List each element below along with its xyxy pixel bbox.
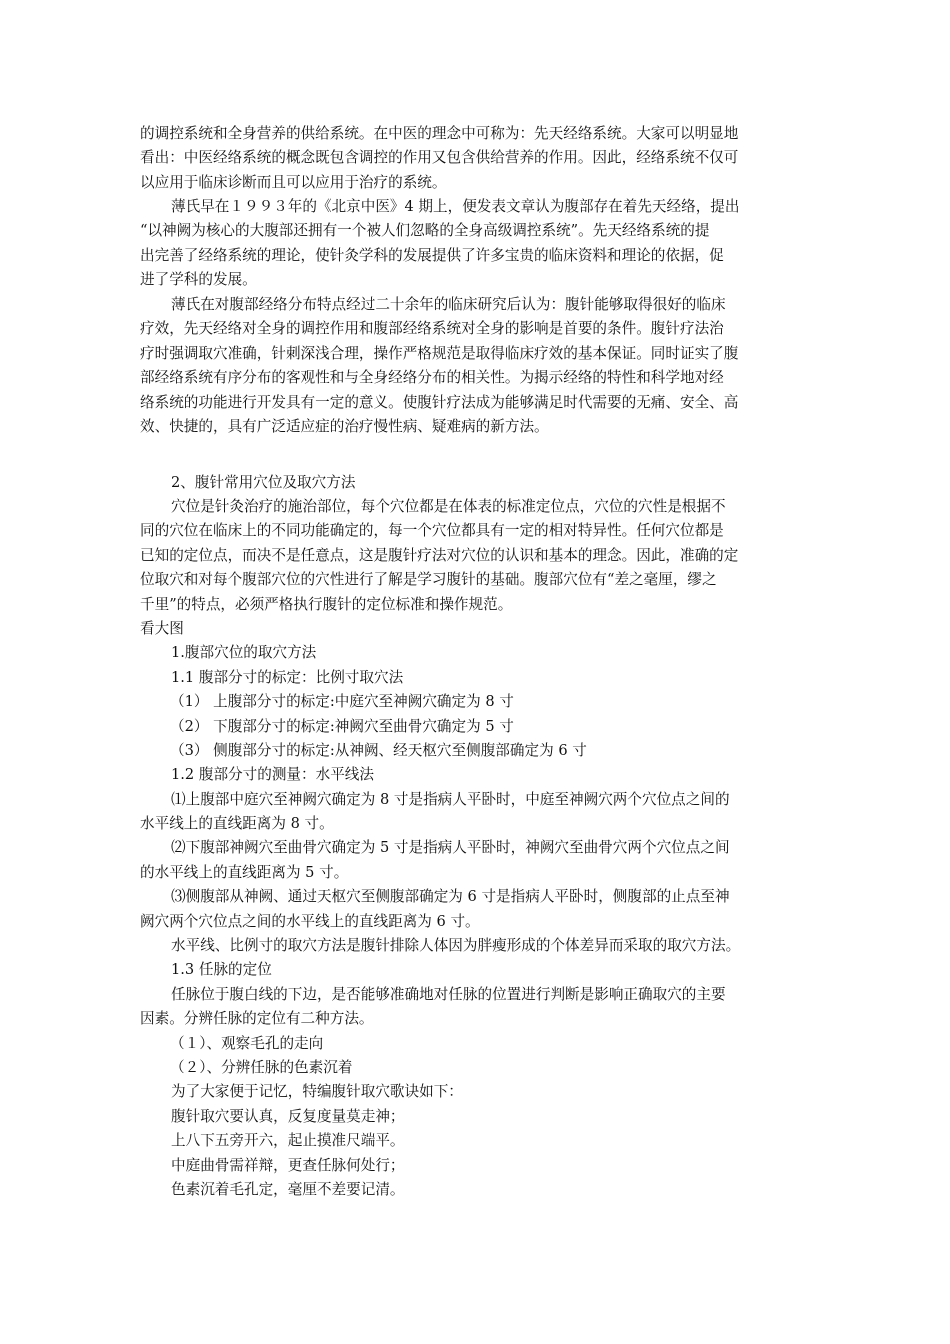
text-line: 薄氏早在１９９３年的《北京中医》4 期上，便发表文章认为腹部存在着先天经络，提出 bbox=[171, 198, 740, 215]
text-line: 络系统的功能进行开发具有一定的意义。使腹针疗法成为能够满足时代需要的无痛、安全、高 bbox=[140, 393, 739, 411]
text-line: 的调控系统和全身营养的供给系统。在中医的理念中可称为：先天经络系统。大家可以明显地 bbox=[140, 125, 739, 142]
section-heading: 2、腹针常用穴位及取穴方法 bbox=[171, 474, 356, 491]
intro-paragraph bbox=[140, 122, 826, 195]
mnemonic-line: 中庭曲骨需祥辩，更查任脉何处行； bbox=[171, 1156, 405, 1174]
text-line: ⑴上腹部中庭穴至神阙穴确定为 8 寸是指病人平卧时，中庭至神阙穴两个穴位点之间的 bbox=[171, 790, 730, 808]
text-line: 以应用于临床诊断而且可以应用于治疗的系统。 bbox=[140, 173, 447, 191]
text-line: 位取穴和对每个腹部穴位的穴性进行了解是学习腹针的基础。腹部穴位有“差之毫厘，缪之 bbox=[140, 571, 717, 589]
text-line: 进了学科的发展。 bbox=[140, 271, 257, 289]
list-item: （２）、分辨任脉的色素沉着 bbox=[170, 1058, 353, 1076]
text-line: 水平线上的直线距离为 8 寸。 bbox=[140, 815, 334, 833]
subheading-1-3: 1.3 任脉的定位 bbox=[171, 961, 272, 979]
mnemonic-line: 色素沉着毛孔定，毫厘不差要记清。 bbox=[171, 1180, 405, 1198]
subheading-1: 1.腹部穴位的取穴方法 bbox=[171, 644, 317, 662]
list-item: （1） 上腹部分寸的标定:中庭穴至神阙穴确定为 8 寸 bbox=[170, 693, 514, 711]
text-line: 已知的定位点，而决不是任意点，这是腹针疗法对穴位的认识和基本的理念。因此，准确的定 bbox=[140, 546, 739, 564]
text-line: ⑶侧腹部从神阙、通过天枢穴至侧腹部确定为 6 寸是指病人平卧时，侧腹部的止点至神 bbox=[171, 888, 730, 906]
text-line: 疗效，先天经络对全身的调控作用和腹部经络系统对全身的影响是首要的条件。腹针疗法治 bbox=[140, 320, 724, 338]
text-line: 部经络系统有序分布的客观性和与全身经络分布的相关性。为揭示经络的特性和科学地对经 bbox=[140, 369, 724, 387]
text-line: 因素。分辨任脉的定位有二种方法。 bbox=[140, 1010, 374, 1028]
mnemonic-line: 腹针取穴要认真，反复度量莫走神； bbox=[171, 1107, 405, 1125]
mnemonic-intro: 为了大家便于记忆，特编腹针取穴歌诀如下： bbox=[171, 1083, 463, 1101]
paragraph-acupoints bbox=[140, 495, 826, 1202]
subheading-1-1: 1.1 腹部分寸的标定：比例寸取穴法 bbox=[171, 668, 404, 686]
text-line: 千里”的特点，必须严格执行腹针的定位标准和操作规范。 bbox=[140, 595, 513, 613]
text-line: 效、快捷的，具有广泛适应症的治疗慢性病、疑难病的新方法。 bbox=[140, 417, 549, 435]
text-line: 出完善了经络系统的理论，使针灸学科的发展提供了许多宝贵的临床资料和理论的依据，促 bbox=[140, 246, 724, 264]
paragraph-clinical-research bbox=[140, 293, 826, 439]
list-item: （3） 侧腹部分寸的标定:从神阙、经天枢穴至侧腹部确定为 6 寸 bbox=[170, 741, 587, 759]
text-line: ⑵下腹部神阙穴至曲骨穴确定为 5 寸是指病人平卧时，神阙穴至曲骨穴两个穴位点之间 bbox=[171, 839, 730, 857]
text-line: 疗时强调取穴准确，针刺深浅合理，操作严格规范是取得临床疗效的基本保证。同时证实了腹 bbox=[140, 344, 739, 362]
list-item: （2） 下腹部分寸的标定:神阙穴至曲骨穴确定为 5 寸 bbox=[170, 717, 514, 735]
mnemonic-line: 上八下五旁开六，起止摸准尺端平。 bbox=[171, 1132, 405, 1150]
see-figure-link[interactable]: 看大图 bbox=[140, 619, 184, 637]
text-line: 看出：中医经络系统的概念既包含调控的作用又包含供给营养的作用。因此，经络系统不仅可 bbox=[140, 149, 739, 167]
text-line: “以神阙为核心的大腹部还拥有一个被人们忽略的全身高级调控系统”。先天经络系统的提 bbox=[140, 222, 710, 240]
text-line: 薄氏在对腹部经络分布特点经过二十余年的临床研究后认为：腹针能够取得很好的临床 bbox=[171, 296, 726, 313]
text-line: 同的穴位在临床上的不同功能确定的，每一个穴位都具有一定的相对特异性。任何穴位都是 bbox=[140, 522, 724, 540]
summary-line: 水平线、比例寸的取穴方法是腹针排除人体因为胖瘦形成的个体差异而采取的取穴方法。 bbox=[171, 937, 741, 955]
text-line: 任脉位于腹白线的下边，是否能够准确地对任脉的位置进行判断是影响正确取穴的主要 bbox=[171, 985, 726, 1003]
text-line: 穴位是针灸治疗的施治部位，每个穴位都是在体表的标准定位点，穴位的穴性是根据不 bbox=[171, 498, 726, 515]
subheading-1-2: 1.2 腹部分寸的测量：水平线法 bbox=[171, 766, 374, 784]
paragraph-bo-1993 bbox=[140, 195, 826, 293]
section-2 bbox=[140, 471, 826, 495]
text-line: 的水平线上的直线距离为 5 寸。 bbox=[140, 863, 349, 881]
text-line: 阙穴两个穴位点之间的水平线上的直线距离为 6 寸。 bbox=[140, 912, 480, 930]
list-item: （１）、观察毛孔的走向 bbox=[170, 1034, 324, 1052]
